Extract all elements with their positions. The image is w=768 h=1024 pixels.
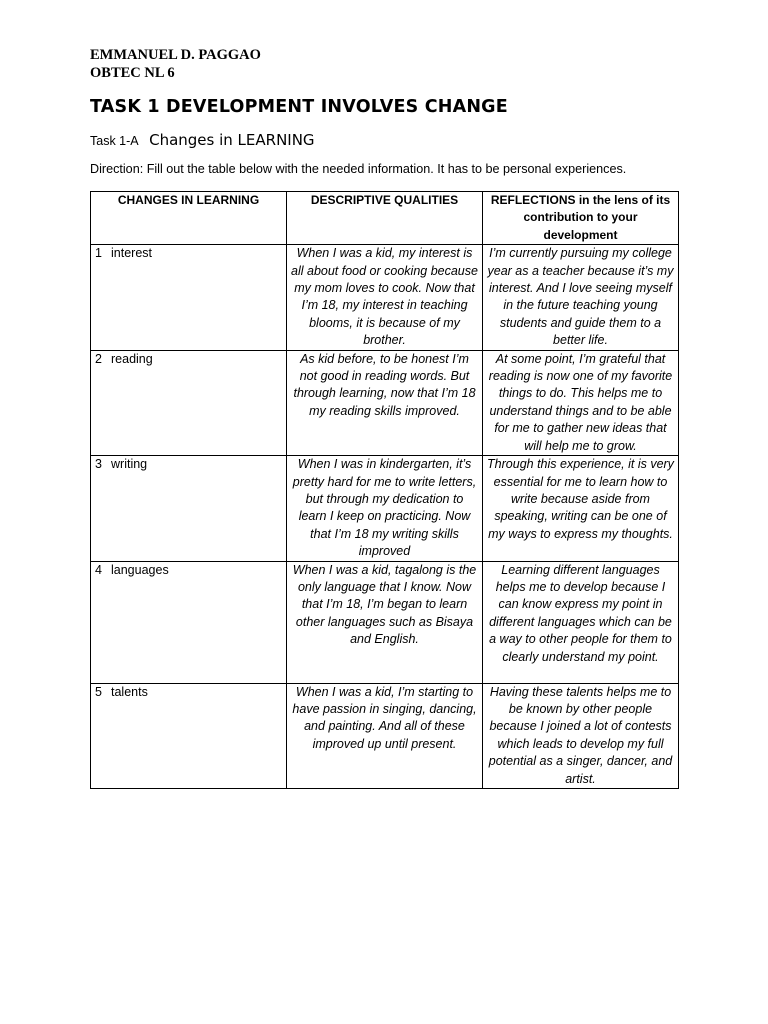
row-qualities: When I was a kid, I’m starting to have passion in singing, dancing, and painting. And all of these improved up until present. — [287, 683, 483, 788]
row-number: 1 — [95, 246, 102, 261]
task-title: TASK 1 DEVELOPMENT INVOLVES CHANGE — [90, 97, 508, 117]
row-item-cell — [91, 683, 287, 788]
row-reflection: I’m currently pursuing my college year as a teacher because it’s my interest. And I love seeing myself in the future teaching young students and guide them to a better life. — [483, 245, 679, 350]
student-name: EMMANUEL D. PAGGAO — [90, 47, 261, 63]
changes-table — [90, 191, 679, 789]
subtask-title: Changes in LEARNING — [149, 131, 315, 149]
row-number: 3 — [95, 457, 102, 472]
table-row — [91, 456, 679, 561]
row-item: languages — [111, 562, 169, 577]
row-item: interest — [111, 246, 152, 261]
row-reflection: At some point, I’m grateful that reading is now one of my favorite things to do. This helps me to understand things and to be able for me to gather new ideas that will help me to grow. — [483, 350, 679, 455]
table-header-row — [91, 192, 679, 245]
table-row — [91, 683, 679, 788]
row-number: 4 — [95, 562, 102, 577]
row-item: writing — [111, 457, 148, 472]
row-qualities: When I was a kid, my interest is all about food or cooking because my mom loves to cook. Now that I’m 18, my interest in teaching blooms, it is because of my brother. — [287, 245, 483, 350]
row-item-cell — [91, 456, 287, 561]
row-qualities: When I was in kindergarten, it’s pretty hard for me to write letters, but through my dedication to learn I keep on practicing. Now that I’m 18 my writing skills improved — [287, 456, 483, 561]
row-reflection: Having these talents helps me to be known by other people because I joined a lot of contests which leads to develop my full potential as a singer, dancer, and artist. — [483, 683, 679, 788]
header-reflections: REFLECTIONS in the lens of its contribution to your development — [483, 192, 679, 245]
row-reflection: Learning different languages helps me to develop because I can know express my point in different languages which can be a way to other people for them to clearly understand my point. — [483, 561, 679, 683]
row-item-cell — [91, 561, 287, 683]
table-row — [91, 350, 679, 455]
row-number: 2 — [95, 351, 102, 366]
row-item: reading — [111, 351, 153, 366]
row-item: talents — [111, 684, 148, 699]
header-qualities: DESCRIPTIVE QUALITIES — [287, 192, 483, 245]
direction-text: Direction: Fill out the table below with the needed information. It has to be personal experiences. — [90, 162, 627, 176]
task-tag: Task 1-A — [90, 134, 139, 148]
row-qualities: As kid before, to be honest I’m not good in reading words. But through learning, now that I’m 18 my reading skills improved. — [287, 350, 483, 455]
table-row — [91, 245, 679, 350]
row-item-cell — [91, 350, 287, 455]
row-qualities: When I was a kid, tagalong is the only language that I know. Now that I’m 18, I’m began to learn other languages such as Bisaya and English. — [287, 561, 483, 683]
course-code: OBTEC NL 6 — [90, 65, 175, 81]
table-row — [91, 561, 679, 683]
row-reflection: Through this experience, it is very essential for me to learn how to write because aside from speaking, writing can be one of my ways to express my thoughts. — [483, 456, 679, 561]
row-item-cell — [91, 245, 287, 350]
subtask-heading — [90, 131, 315, 150]
row-number: 5 — [95, 684, 102, 699]
header-changes: CHANGES IN LEARNING — [91, 192, 287, 245]
